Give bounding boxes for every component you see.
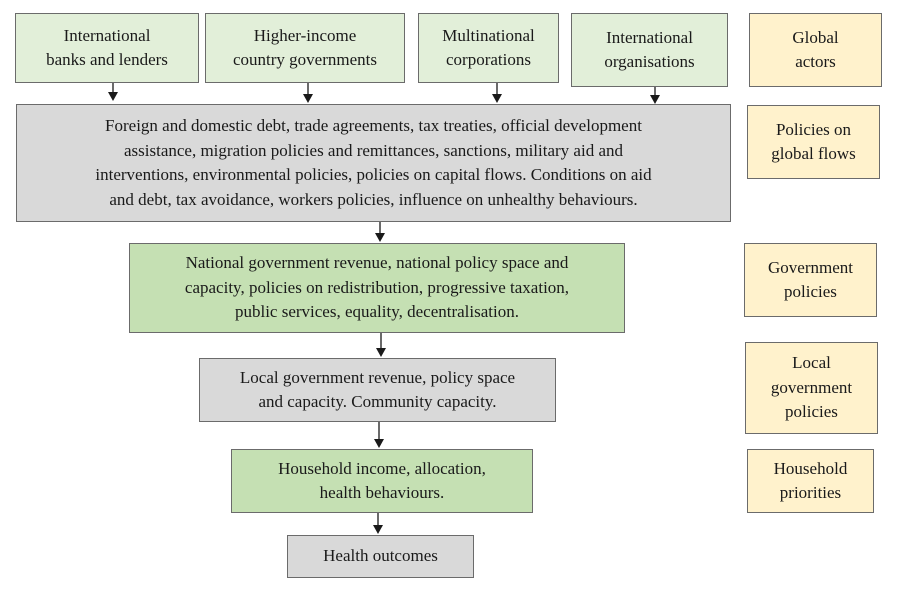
arrow-governments-to-flows [303,83,313,103]
global-flows-box: Foreign and domestic debt, trade agreements, tax treaties, official development assistance, migration policies and remittances, sanctions, military aid and interventions, environmental policies, policies on capital flows. Conditions on aid and debt, tax avoidance, workers policies, influence on unhealthy behaviours. [16,104,731,222]
label-government-policies: Government policies [744,243,877,317]
label-local-government-policies: Local government policies [745,342,878,434]
arrow-corporations-to-flows [492,83,502,103]
label-household-priorities: Household priorities [747,449,874,513]
label-policies-on-global-flows: Policies on global flows [747,105,880,179]
arrow-banks-to-flows [108,83,118,101]
arrow-national-to-local [376,333,386,357]
arrow-flows-to-national [375,222,385,242]
actor-international-organisations: International organisations [571,13,728,87]
national-government-box: National government revenue, national policy space and capacity, policies on redistribution, progressive taxation, public services, equality, decentralisation. [129,243,625,333]
label-global-actors: Global actors [749,13,882,87]
health-outcomes-box: Health outcomes [287,535,474,578]
arrow-household-to-outcomes [373,513,383,534]
arrow-local-to-household [374,422,384,448]
actor-multinational-corporations: Multinational corporations [418,13,559,83]
arrow-organisations-to-flows [650,87,660,104]
actor-higher-income-governments: Higher-income country governments [205,13,405,83]
actor-international-banks: International banks and lenders [15,13,199,83]
local-government-box: Local government revenue, policy space and capacity. Community capacity. [199,358,556,422]
household-box: Household income, allocation, health behaviours. [231,449,533,513]
